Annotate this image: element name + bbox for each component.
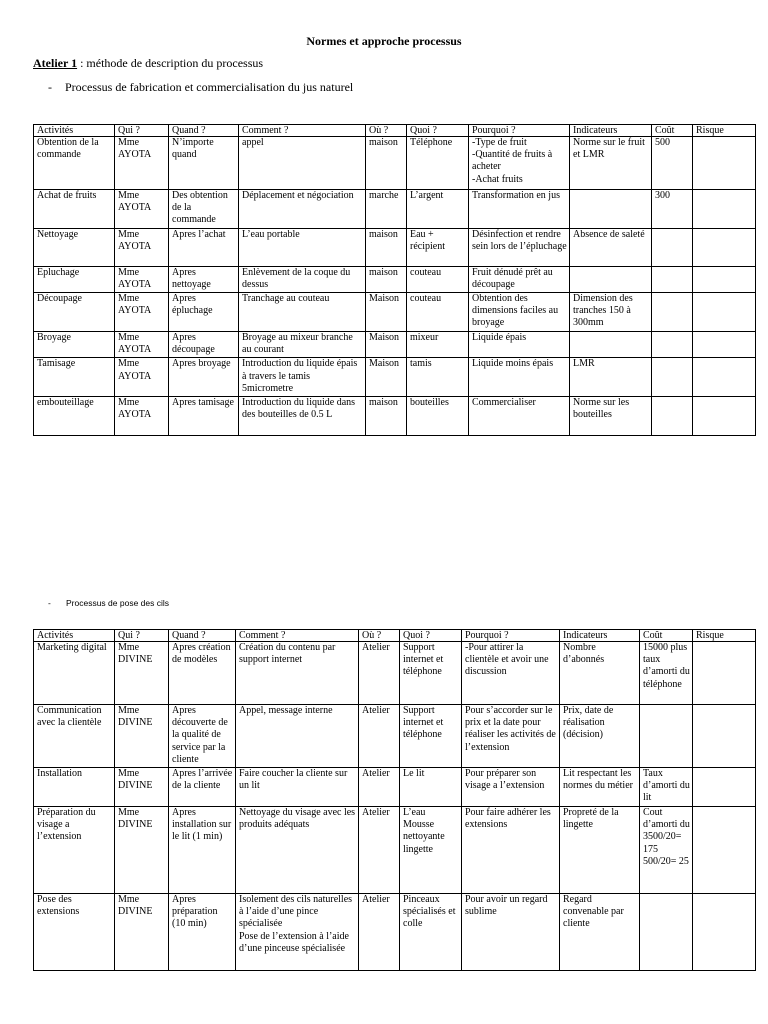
table-cell: Nettoyage: [34, 228, 115, 266]
table-cell: [640, 705, 693, 768]
table-row: [34, 190, 756, 229]
atelier-heading: [33, 56, 263, 71]
table-cell: Nettoyage du visage avec les produits adéquats: [236, 807, 359, 894]
table-cell: Eau + récipient: [407, 228, 469, 266]
column-header: Pourquoi ?: [462, 630, 560, 642]
table-row: [34, 266, 756, 292]
table-cell: Apres découverte de la qualité de service par la cliente: [169, 705, 236, 768]
table-row: [34, 137, 756, 190]
table-cell: Communication avec la clientèle: [34, 705, 115, 768]
table-cell: Mme DIVINE: [115, 894, 169, 971]
table-cell: Regard convenable par cliente: [560, 894, 640, 971]
column-header: Quoi ?: [400, 630, 462, 642]
column-header: Risque: [693, 630, 756, 642]
table-cell: Apres l’achat: [169, 228, 239, 266]
bullet-dash: -: [48, 598, 51, 608]
column-header: Comment ?: [236, 630, 359, 642]
table-cell: [693, 358, 756, 397]
table-cell: Atelier: [359, 894, 400, 971]
process1-bullet: [48, 80, 353, 95]
table-cell: Apres épluchage: [169, 293, 239, 332]
table-cell: maison: [366, 137, 407, 190]
table-cell: Achat de fruits: [34, 190, 115, 229]
table-cell: Taux d’amorti du lit: [640, 768, 693, 807]
table-cell: Apres préparation (10 min): [169, 894, 236, 971]
table-cell: Préparation du visage a l’extension: [34, 807, 115, 894]
table-cell: Mme AYOTA: [115, 358, 169, 397]
table-cell: [693, 137, 756, 190]
table-cell: Isolement des cils naturelles à l’aide d’une pince spécialisée Pose de l’extension à l’aide d’une pinceuse spécialisée: [236, 894, 359, 971]
table-cell: [570, 332, 652, 358]
table-cell: Liquide moins épais: [469, 358, 570, 397]
table-cell: Introduction du liquide dans des bouteilles de 0.5 L: [239, 397, 366, 436]
table-row: [34, 642, 756, 705]
table-cell: 15000 plus taux d’amorti du téléphone: [640, 642, 693, 705]
process2-title: Processus de pose des cils: [66, 598, 169, 608]
table-cell: Norme sur le fruit et LMR: [570, 137, 652, 190]
table-cell: Pour faire adhérer les extensions: [462, 807, 560, 894]
table-cell: Broyage: [34, 332, 115, 358]
table-cell: Le lit: [400, 768, 462, 807]
table-cell: Appel, message interne: [236, 705, 359, 768]
process1-table: [33, 124, 756, 436]
table-cell: Apres l’arrivée de la cliente: [169, 768, 236, 807]
table-cell: [693, 807, 756, 894]
bullet-dash: -: [48, 80, 52, 94]
table-cell: Découpage: [34, 293, 115, 332]
atelier-label: Atelier 1: [33, 56, 78, 70]
column-header: Coût: [652, 125, 693, 137]
table-cell: Marketing digital: [34, 642, 115, 705]
table-cell: Pose des extensions: [34, 894, 115, 971]
table-cell: Apres nettoyage: [169, 266, 239, 292]
column-header: Indicateurs: [570, 125, 652, 137]
table-cell: [652, 293, 693, 332]
table-cell: marche: [366, 190, 407, 229]
table-cell: Installation: [34, 768, 115, 807]
table-cell: Atelier: [359, 807, 400, 894]
table-cell: Tamisage: [34, 358, 115, 397]
table-row: [34, 332, 756, 358]
table-cell: Commercialiser: [469, 397, 570, 436]
table-row: [34, 397, 756, 436]
table-row: [34, 293, 756, 332]
table-cell: [693, 293, 756, 332]
table-cell: [652, 228, 693, 266]
table-cell: 300: [652, 190, 693, 229]
column-header: Activités: [34, 630, 115, 642]
table-cell: Atelier: [359, 768, 400, 807]
table-cell: Téléphone: [407, 137, 469, 190]
table-cell: maison: [366, 228, 407, 266]
column-header: Pourquoi ?: [469, 125, 570, 137]
table-row: [34, 228, 756, 266]
table-cell: Apres création de modèles: [169, 642, 236, 705]
table-cell: Enlèvement de la coque du dessus: [239, 266, 366, 292]
table-cell: Mme AYOTA: [115, 332, 169, 358]
table-cell: Apres installation sur le lit (1 min): [169, 807, 236, 894]
table-cell: Mme AYOTA: [115, 397, 169, 436]
table-cell: Mme DIVINE: [115, 807, 169, 894]
table-cell: maison: [366, 266, 407, 292]
table-cell: Tranchage au couteau: [239, 293, 366, 332]
table-cell: Atelier: [359, 705, 400, 768]
table-cell: Mme AYOTA: [115, 137, 169, 190]
column-header: Quand ?: [169, 125, 239, 137]
table-row: [34, 807, 756, 894]
table-cell: -Type de fruit -Quantité de fruits à acheter -Achat fruits: [469, 137, 570, 190]
table-cell: Apres tamisage: [169, 397, 239, 436]
table-cell: maison: [366, 397, 407, 436]
table-cell: L’eau portable: [239, 228, 366, 266]
column-header: Activités: [34, 125, 115, 137]
table-cell: [693, 397, 756, 436]
table-cell: Déplacement et négociation: [239, 190, 366, 229]
column-header: Comment ?: [239, 125, 366, 137]
table-cell: N’importe quand: [169, 137, 239, 190]
table-cell: Nombre d’abonnés: [560, 642, 640, 705]
table-cell: Dimension des tranches 150 à 300mm: [570, 293, 652, 332]
table-cell: Epluchage: [34, 266, 115, 292]
table-cell: Cout d’amorti du 3500/20= 175 500/20= 25: [640, 807, 693, 894]
table-cell: [640, 894, 693, 971]
table-cell: LMR: [570, 358, 652, 397]
table-cell: mixeur: [407, 332, 469, 358]
table-cell: Obtention de la commande: [34, 137, 115, 190]
table-cell: Mme AYOTA: [115, 266, 169, 292]
table-cell: Des obtention de la commande: [169, 190, 239, 229]
table-cell: couteau: [407, 266, 469, 292]
column-header: Indicateurs: [560, 630, 640, 642]
table-cell: Maison: [366, 358, 407, 397]
table-cell: 500: [652, 137, 693, 190]
table-cell: [693, 190, 756, 229]
table-cell: [652, 397, 693, 436]
table-cell: Lit respectant les normes du métier: [560, 768, 640, 807]
table-cell: Pour préparer son visage a l’extension: [462, 768, 560, 807]
page-title: Normes et approche processus: [306, 34, 462, 48]
table-cell: Pour avoir un regard sublime: [462, 894, 560, 971]
table-cell: Apres broyage: [169, 358, 239, 397]
table-cell: Pinceaux spécialisés et colle: [400, 894, 462, 971]
table-cell: [693, 228, 756, 266]
column-header: Qui ?: [115, 125, 169, 137]
table-cell: Fruit dénudé prêt au découpage: [469, 266, 570, 292]
table-cell: Maison: [366, 293, 407, 332]
table-row: [34, 358, 756, 397]
table-cell: Mme AYOTA: [115, 190, 169, 229]
table-cell: L’eau Mousse nettoyante lingette: [400, 807, 462, 894]
table-cell: Support internet et téléphone: [400, 642, 462, 705]
table-cell: [570, 190, 652, 229]
table-cell: [652, 266, 693, 292]
table-cell: Prix, date de réalisation (décision): [560, 705, 640, 768]
column-header: Où ?: [366, 125, 407, 137]
table-cell: Apres découpage: [169, 332, 239, 358]
table-cell: Désinfection et rendre sein lors de l’épluchage: [469, 228, 570, 266]
table-cell: L’argent: [407, 190, 469, 229]
table-header-row: [34, 125, 756, 137]
table-row: [34, 768, 756, 807]
table-cell: tamis: [407, 358, 469, 397]
column-header: Risque: [693, 125, 756, 137]
table-cell: embouteillage: [34, 397, 115, 436]
table-cell: bouteilles: [407, 397, 469, 436]
table-cell: Propreté de la lingette: [560, 807, 640, 894]
table-cell: Norme sur les bouteilles: [570, 397, 652, 436]
table-cell: Maison: [366, 332, 407, 358]
table-cell: couteau: [407, 293, 469, 332]
table-cell: Mme AYOTA: [115, 293, 169, 332]
table-cell: [693, 894, 756, 971]
table-cell: Mme DIVINE: [115, 705, 169, 768]
process2-table: [33, 629, 756, 971]
process1-title: Processus de fabrication et commercialisation du jus naturel: [65, 80, 354, 94]
table-cell: Faire coucher la cliente sur un lit: [236, 768, 359, 807]
table-cell: [693, 768, 756, 807]
column-header: Quand ?: [169, 630, 236, 642]
table-cell: -Pour attirer la clientèle et avoir une discussion: [462, 642, 560, 705]
table-cell: Introduction du liquide épais à travers le tamis 5micrometre: [239, 358, 366, 397]
table-row: [34, 894, 756, 971]
table-cell: [652, 358, 693, 397]
table-cell: appel: [239, 137, 366, 190]
table-cell: [652, 332, 693, 358]
table-cell: Atelier: [359, 642, 400, 705]
table-cell: Obtention des dimensions faciles au broyage: [469, 293, 570, 332]
table-cell: [570, 266, 652, 292]
column-header: Qui ?: [115, 630, 169, 642]
table-cell: Broyage au mixeur branche au courant: [239, 332, 366, 358]
table-cell: [693, 266, 756, 292]
table-header-row: [34, 630, 756, 642]
column-header: Où ?: [359, 630, 400, 642]
table-cell: Mme DIVINE: [115, 642, 169, 705]
table-cell: Liquide épais: [469, 332, 570, 358]
table-cell: Mme AYOTA: [115, 228, 169, 266]
atelier-description: : méthode de description du processus: [77, 56, 264, 70]
table-cell: [693, 332, 756, 358]
table-row: [34, 705, 756, 768]
table-cell: Support internet et téléphone: [400, 705, 462, 768]
table-cell: Création du contenu par support internet: [236, 642, 359, 705]
table-cell: Mme DIVINE: [115, 768, 169, 807]
process2-bullet: [48, 598, 169, 608]
table-cell: Pour s’accorder sur le prix et la date pour réaliser les activités de l’extension: [462, 705, 560, 768]
column-header: Coût: [640, 630, 693, 642]
table-cell: [693, 705, 756, 768]
table-cell: [693, 642, 756, 705]
table-cell: Absence de saleté: [570, 228, 652, 266]
column-header: Quoi ?: [407, 125, 469, 137]
table-cell: Transformation en jus: [469, 190, 570, 229]
